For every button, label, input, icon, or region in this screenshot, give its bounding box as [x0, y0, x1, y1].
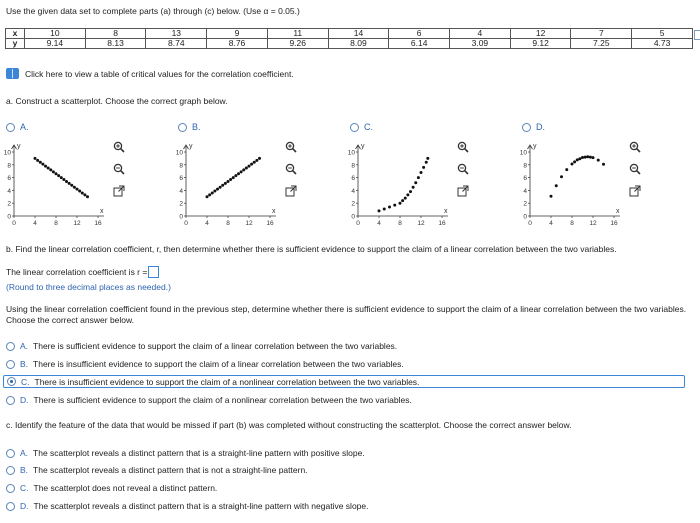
data-point — [49, 168, 52, 171]
popout-glyph — [285, 185, 297, 197]
x-cell: 14 — [328, 29, 389, 39]
x-tick-label: 16 — [610, 220, 618, 227]
y-tick-label: 0 — [179, 213, 183, 221]
table-row-y — [6, 39, 693, 49]
x-cell: 11 — [267, 29, 328, 39]
critical-values-link-text[interactable]: Click here to view a table of critical values for the correlation coefficient. — [25, 68, 294, 79]
y-tick-label: 6 — [7, 175, 11, 183]
data-point — [573, 160, 576, 163]
radio-icon[interactable] — [6, 342, 15, 351]
y-tick-label: 10 — [3, 149, 11, 157]
x-tick-label: 8 — [226, 220, 230, 227]
data-point — [245, 167, 248, 170]
y-tick-label: 8 — [179, 162, 183, 170]
radio-selected-icon[interactable] — [7, 377, 16, 386]
popout-icon[interactable] — [456, 184, 470, 198]
data-point — [565, 168, 568, 171]
x-axis-label: x — [444, 208, 448, 215]
option-letter: D. — [536, 122, 545, 132]
part-a-option-d[interactable] — [522, 122, 545, 132]
y-tick-label: 4 — [523, 187, 527, 195]
data-point — [211, 191, 214, 194]
r-answer-input[interactable] — [148, 266, 159, 278]
data-point — [216, 188, 219, 191]
critical-values-link[interactable] — [6, 68, 294, 79]
radio-icon[interactable] — [6, 123, 15, 132]
y-tick-label: 6 — [179, 175, 183, 183]
data-point — [86, 195, 89, 198]
table-expand-icon[interactable] — [694, 30, 700, 40]
data-point — [83, 193, 86, 196]
x-tick-label: 0 — [12, 220, 16, 227]
part-c-option-d[interactable] — [6, 501, 368, 511]
x-tick-label: 0 — [528, 220, 532, 227]
data-point — [55, 172, 58, 175]
scatterplot-b — [174, 138, 292, 230]
option-letter: C. — [20, 483, 29, 493]
x-axis-label: x — [100, 208, 104, 215]
y-tick-label: 2 — [523, 200, 527, 208]
option-letter: A. — [20, 341, 29, 351]
x-tick-label: 16 — [266, 220, 274, 227]
data-point — [597, 159, 600, 162]
zoom-in-icon[interactable] — [628, 140, 642, 154]
data-point — [571, 162, 574, 165]
x-tick-label: 12 — [589, 220, 597, 227]
table-row-x — [6, 29, 693, 39]
x-tick-label: 0 — [184, 220, 188, 227]
x-cell: 6 — [389, 29, 450, 39]
data-point — [34, 157, 37, 160]
data-point — [406, 193, 409, 196]
data-point — [378, 209, 381, 212]
x-tick-label: 12 — [245, 220, 253, 227]
zoom-out-icon[interactable] — [112, 162, 126, 176]
option-letter: B. — [192, 122, 201, 132]
part-a-title: a. Construct a scatterplot. Choose the correct graph below. — [6, 96, 228, 106]
part-b-option-b[interactable] — [6, 359, 404, 369]
popout-glyph — [113, 185, 125, 197]
y-tick-label: 10 — [519, 149, 527, 157]
zoom-out-icon[interactable] — [284, 162, 298, 176]
part-c-option-c[interactable] — [6, 483, 217, 493]
intro-text: Use the given data set to complete parts (a) through (c) below. (Use α = 0.05.) — [6, 6, 300, 16]
y-header: y — [6, 39, 25, 49]
data-point — [426, 157, 429, 160]
zoom-in-glyph — [113, 141, 125, 153]
data-point — [70, 184, 73, 187]
option-letter: A. — [20, 122, 29, 132]
data-point — [221, 184, 224, 187]
x-cell: 5 — [632, 29, 693, 39]
part-b-instructions: Using the linear correlation coefficient found in the previous step, determine whether there is sufficient evidence to support the claim of a linear correlation between the two variables. Choose the correct answer below. — [6, 304, 687, 325]
radio-icon[interactable] — [6, 360, 15, 369]
data-point — [237, 172, 240, 175]
r-prefix: The linear correlation coefficient is r = — [6, 267, 148, 277]
x-cell: 7 — [571, 29, 632, 39]
data-point — [41, 163, 44, 166]
x-cell: 8 — [85, 29, 146, 39]
data-point — [36, 159, 39, 162]
popout-glyph — [457, 185, 469, 197]
data-point — [425, 161, 428, 164]
part-c-title: c. Identify the feature of the data that would be missed if part (b) was completed without constructing the scatterplot. Choose the correct answer below. — [6, 420, 572, 430]
data-point — [232, 176, 235, 179]
data-point — [39, 161, 42, 164]
option-letter: A. — [20, 448, 29, 458]
part-c-option-a[interactable] — [6, 448, 365, 458]
data-point — [65, 180, 68, 183]
x-tick-label: 0 — [356, 220, 360, 227]
y-tick-label: 2 — [351, 200, 355, 208]
radio-icon[interactable] — [178, 123, 187, 132]
zoom-in-icon[interactable] — [284, 140, 298, 154]
data-point — [253, 161, 256, 164]
y-tick-label: 8 — [351, 162, 355, 170]
data-point — [581, 156, 584, 159]
x-cell: 9 — [207, 29, 268, 39]
data-point — [576, 158, 579, 161]
zoom-in-glyph — [457, 141, 469, 153]
data-point — [250, 163, 253, 166]
data-point — [224, 182, 227, 185]
x-axis-label: x — [616, 208, 620, 215]
zoom-in-icon[interactable] — [456, 140, 470, 154]
y-tick-label: 6 — [523, 175, 527, 183]
x-tick-label: 4 — [205, 220, 209, 227]
radio-icon[interactable] — [6, 449, 15, 458]
y-axis-label: y — [17, 143, 21, 150]
r-answer-line — [6, 266, 159, 278]
data-point — [422, 166, 425, 169]
data-point — [76, 188, 79, 191]
y-tick-label: 0 — [351, 213, 355, 221]
x-cell: 12 — [510, 29, 571, 39]
x-tick-label: 16 — [94, 220, 102, 227]
option-text: The scatterplot reveals a distinct pattern that is a straight-line pattern with negative slope. — [33, 501, 369, 511]
option-text: There is sufficient evidence to support the claim of a linear correlation between the two variables. — [33, 341, 398, 351]
x-tick-label: 8 — [570, 220, 574, 227]
y-tick-label: 10 — [347, 149, 355, 157]
popout-icon[interactable] — [112, 184, 126, 198]
data-point — [412, 186, 415, 189]
part-b-option-c[interactable] — [3, 375, 685, 388]
data-point — [589, 156, 592, 159]
y-cell: 9.26 — [267, 39, 328, 49]
x-cell: 4 — [450, 29, 511, 39]
book-icon — [6, 68, 19, 79]
data-point — [206, 195, 209, 198]
data-point — [555, 184, 558, 187]
x-axis-label: x — [272, 208, 276, 215]
data-point — [255, 159, 258, 162]
data-point — [47, 167, 50, 170]
y-cell: 9.14 — [25, 39, 86, 49]
radio-icon[interactable] — [350, 123, 359, 132]
option-text: There is insufficient evidence to support the claim of a linear correlation between the two variables. — [33, 359, 404, 369]
option-letter: C. — [21, 376, 30, 387]
y-tick-label: 4 — [351, 187, 355, 195]
y-tick-label: 6 — [351, 175, 355, 183]
radio-icon[interactable] — [6, 466, 15, 475]
option-letter: B. — [20, 465, 29, 475]
y-tick-label: 10 — [175, 149, 183, 157]
zoom-out-glyph — [113, 163, 125, 175]
data-point — [44, 165, 47, 168]
data-point — [81, 191, 84, 194]
data-point — [383, 207, 386, 210]
data-point — [68, 182, 71, 185]
data-point — [399, 202, 402, 205]
x-cell: 13 — [146, 29, 207, 39]
part-a-option-b[interactable] — [178, 122, 201, 132]
data-point — [401, 199, 404, 202]
y-tick-label: 8 — [523, 162, 527, 170]
zoom-in-icon[interactable] — [112, 140, 126, 154]
option-text: The scatterplot reveals a distinct pattern that is not a straight-line pattern. — [33, 465, 308, 475]
data-point — [248, 165, 251, 168]
y-cell: 6.14 — [389, 39, 450, 49]
radio-icon[interactable] — [6, 502, 15, 511]
x-tick-label: 8 — [54, 220, 58, 227]
y-tick-label: 2 — [179, 200, 183, 208]
data-point — [602, 163, 605, 166]
x-tick-label: 8 — [398, 220, 402, 227]
popout-glyph — [629, 185, 641, 197]
part-b-title: b. Find the linear correlation coefficient, r, then determine whether there is sufficient evidence to support the claim of a linear correlation between the two variables. — [6, 244, 617, 254]
y-tick-label: 4 — [7, 187, 11, 195]
y-tick-label: 8 — [7, 162, 11, 170]
zoom-out-glyph — [285, 163, 297, 175]
radio-icon[interactable] — [522, 123, 531, 132]
y-cell: 8.13 — [85, 39, 146, 49]
data-point — [584, 156, 587, 159]
data-point — [213, 190, 216, 193]
zoom-in-glyph — [629, 141, 641, 153]
zoom-out-icon[interactable] — [456, 162, 470, 176]
x-tick-label: 4 — [377, 220, 381, 227]
data-point — [388, 206, 391, 209]
data-point — [208, 193, 211, 196]
x-cell: 10 — [25, 29, 86, 39]
popout-icon[interactable] — [628, 184, 642, 198]
x-tick-label: 16 — [438, 220, 446, 227]
y-axis-label: y — [361, 143, 365, 150]
data-point — [234, 174, 237, 177]
data-point — [73, 186, 76, 189]
y-tick-label: 2 — [7, 200, 11, 208]
x-tick-label: 12 — [73, 220, 81, 227]
scatterplot-a — [2, 138, 120, 230]
data-point — [578, 157, 581, 160]
y-axis-label: y — [533, 143, 537, 150]
option-text: The scatterplot does not reveal a distinct pattern. — [33, 483, 218, 493]
data-point — [404, 197, 407, 200]
part-a-option-a[interactable] — [6, 122, 29, 132]
radio-icon[interactable] — [6, 484, 15, 493]
zoom-out-icon[interactable] — [628, 162, 642, 176]
y-tick-label: 0 — [7, 213, 11, 221]
data-point — [417, 176, 420, 179]
y-tick-label: 0 — [523, 213, 527, 221]
option-letter: C. — [364, 122, 373, 132]
y-tick-label: 4 — [179, 187, 183, 195]
round-note: (Round to three decimal places as needed.) — [6, 282, 171, 292]
option-text: There is sufficient evidence to support the claim of a nonlinear correlation between the two variables. — [33, 395, 412, 405]
y-cell: 8.76 — [207, 39, 268, 49]
y-cell: 9.12 — [510, 39, 571, 49]
data-point — [219, 186, 222, 189]
data-point — [229, 178, 232, 181]
option-letter: B. — [20, 359, 29, 369]
option-text: There is insufficient evidence to support the claim of a nonlinear correlation between the two variables. — [34, 376, 420, 387]
data-point — [240, 170, 243, 173]
data-point — [550, 195, 553, 198]
x-tick-label: 12 — [417, 220, 425, 227]
part-b-option-a[interactable] — [6, 341, 397, 351]
x-tick-label: 4 — [549, 220, 553, 227]
data-point — [62, 178, 65, 181]
data-point — [78, 190, 81, 193]
data-point — [52, 170, 55, 173]
y-cell: 8.74 — [146, 39, 207, 49]
popout-icon[interactable] — [284, 184, 298, 198]
part-c-option-b[interactable] — [6, 465, 308, 475]
scatterplot-c — [346, 138, 464, 230]
option-text: The scatterplot reveals a distinct pattern that is a straight-line pattern with positive slope. — [33, 448, 365, 458]
scatterplot-d — [518, 138, 636, 230]
zoom-in-glyph — [285, 141, 297, 153]
y-cell: 4.73 — [632, 39, 693, 49]
data-point — [258, 157, 261, 160]
data-point — [586, 155, 589, 158]
data-point — [227, 180, 230, 183]
data-point — [60, 176, 63, 179]
zoom-out-glyph — [457, 163, 469, 175]
radio-icon[interactable] — [6, 396, 15, 405]
option-letter: D. — [20, 395, 29, 405]
y-cell: 7.25 — [571, 39, 632, 49]
zoom-out-glyph — [629, 163, 641, 175]
y-axis-label: y — [189, 143, 193, 150]
data-point — [242, 168, 245, 171]
data-point — [414, 181, 417, 184]
data-table — [5, 28, 693, 49]
x-header: x — [6, 29, 25, 39]
data-point — [420, 171, 423, 174]
part-a-option-c[interactable] — [350, 122, 373, 132]
part-b-option-d[interactable] — [6, 395, 412, 405]
data-point — [393, 204, 396, 207]
option-letter: D. — [20, 501, 29, 511]
data-point — [592, 156, 595, 159]
y-cell: 8.09 — [328, 39, 389, 49]
data-point — [57, 174, 60, 177]
x-tick-label: 4 — [33, 220, 37, 227]
y-cell: 3.09 — [450, 39, 511, 49]
data-point — [560, 175, 563, 178]
data-point — [409, 190, 412, 193]
